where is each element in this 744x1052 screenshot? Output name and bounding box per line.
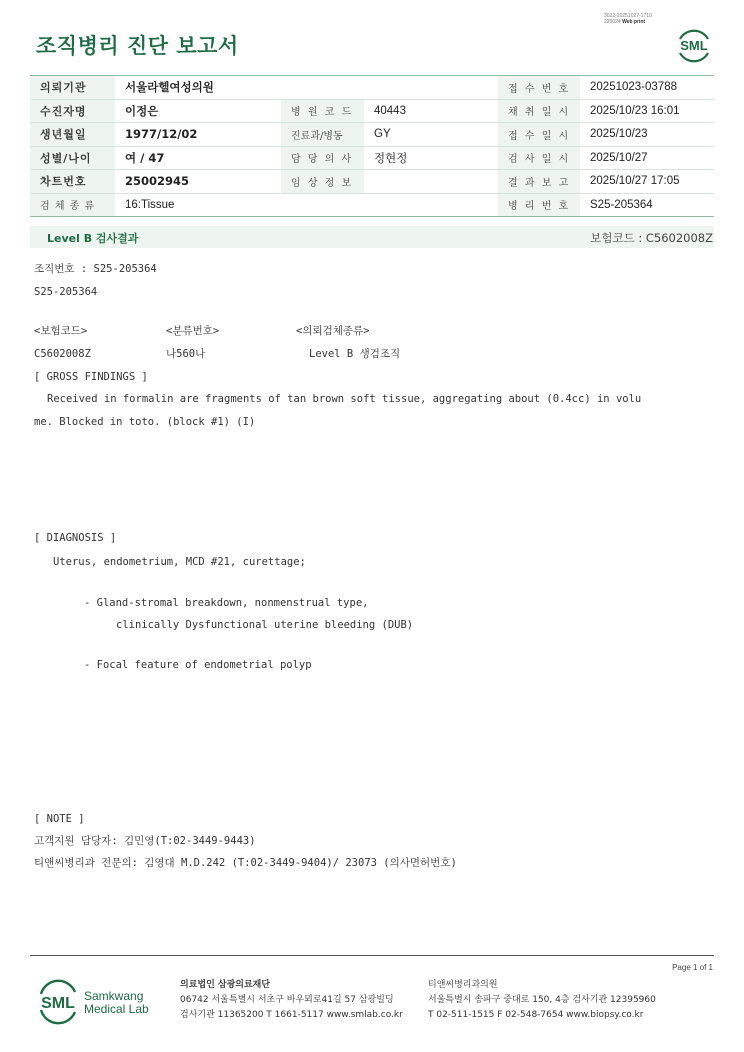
table-row bbox=[30, 76, 714, 100]
value-accession-no: 20251023-03788 bbox=[580, 76, 714, 100]
footer-divider bbox=[30, 955, 714, 956]
footer-org-1-name: 의료법인 삼광의료재단 bbox=[180, 980, 271, 990]
table-row bbox=[30, 123, 714, 147]
tissue-number-2: S25-205364 bbox=[34, 286, 98, 298]
footer-org-2-contact: T 02-511-1515 F 02-548-7654 www.biopsy.co.kr bbox=[428, 1010, 644, 1020]
note-heading: [ NOTE ] bbox=[34, 813, 85, 825]
table-row bbox=[30, 99, 714, 123]
note-line-1: 고객지원 담당자: 김민영(T:02-3449-9443) bbox=[34, 835, 256, 847]
tissue-number: 조직번호 : S25-205364 bbox=[34, 263, 157, 275]
diagnosis-line-3: clinically Dysfunctional uterine bleeding (DUB) bbox=[116, 619, 414, 631]
footer-brand-line-1: Samkwang bbox=[84, 989, 144, 1003]
value-patient-name: 이정은 bbox=[115, 99, 281, 123]
table-row bbox=[30, 170, 714, 194]
footer-address-1 bbox=[180, 978, 403, 1023]
footer-org-2-address: 서울특별시 송파구 중대로 150, 4층 검사기관 12395960 bbox=[428, 995, 656, 1005]
label-received-date: 접 수 일 시 bbox=[498, 123, 580, 147]
diagnosis-line-2: - Gland-stromal breakdown, nonmenstrual type, bbox=[84, 597, 369, 609]
footer-org-1-contact: 검사기관 11365200 T 1661-5117 www.smlab.co.kr bbox=[180, 1010, 403, 1020]
diagnosis-line-4: - Focal feature of endometrial polyp bbox=[84, 659, 312, 671]
label-birthdate: 생년월일 bbox=[30, 123, 115, 147]
insurance-code: 보험코드 : C5602008Z bbox=[590, 231, 713, 245]
diagnosis-heading: [ DIAGNOSIS ] bbox=[34, 532, 117, 544]
footer-org-2-name: 티앤씨병리과의원 bbox=[428, 980, 498, 990]
value-clinical-info bbox=[364, 170, 498, 194]
value-specimen-type: 16:Tissue bbox=[115, 193, 498, 217]
label-test-date: 검 사 일 시 bbox=[498, 146, 580, 170]
label-accession-no: 접 수 번 호 bbox=[498, 76, 580, 100]
label-doctor: 담 당 의 사 bbox=[281, 146, 364, 170]
label-patient-name: 수진자명 bbox=[30, 99, 115, 123]
table-row bbox=[30, 146, 714, 170]
footer-org-1-address: 06742 서울특별시 서초구 바우뫼로41길 57 삼광빌딩 bbox=[180, 995, 394, 1005]
print-info bbox=[604, 13, 684, 25]
label-department: 진료과/병동 bbox=[281, 123, 364, 147]
footer-logo-text: SML bbox=[41, 995, 75, 1012]
diagnosis-line-1: Uterus, endometrium, MCD #21, curettage; bbox=[53, 556, 306, 568]
column-header-classification: <분류번호> bbox=[166, 325, 220, 337]
value-chart-no: 25002945 bbox=[115, 170, 281, 194]
page-number: Page 1 of 1 bbox=[672, 963, 713, 972]
label-pathology-no: 병 리 번 호 bbox=[498, 193, 580, 217]
label-specimen-type: 검 체 종 류 bbox=[30, 193, 115, 217]
note-line-2: 티앤씨병리과 전문의: 김영대 M.D.242 (T:02-3449-9404)/ 23073 (의사면허번호) bbox=[34, 857, 457, 869]
print-code: 220024 bbox=[604, 19, 621, 25]
column-header-insurance: <보험코드> bbox=[34, 325, 88, 337]
print-id: 3022-20251027-1710 bbox=[604, 13, 652, 19]
value-requester: 서울라헬여성의원 bbox=[115, 76, 498, 100]
value-hospital-code: 40443 bbox=[364, 99, 498, 123]
patient-info-table bbox=[30, 75, 714, 217]
value-sex-age: 여 / 47 bbox=[115, 146, 281, 170]
sml-logo-icon bbox=[674, 25, 714, 65]
logo-text: SML bbox=[680, 38, 708, 53]
label-chart-no: 차트번호 bbox=[30, 170, 115, 194]
label-sex-age: 성별/나이 bbox=[30, 146, 115, 170]
label-report-date: 결 과 보 고 bbox=[498, 170, 580, 194]
gross-findings-line-1: Received in formalin are fragments of tan brown soft tissue, aggregating about (0.4cc) in volu bbox=[47, 393, 642, 405]
value-pathology-no: S25-205364 bbox=[580, 193, 714, 217]
footer-brand bbox=[84, 990, 149, 1016]
table-row bbox=[30, 193, 714, 217]
footer-address-2 bbox=[428, 978, 656, 1023]
value-birthdate: 1977/12/02 bbox=[115, 123, 281, 147]
result-title: Level B 검사결과 bbox=[47, 232, 139, 245]
footer-brand-line-2: Medical Lab bbox=[84, 1002, 149, 1016]
print-label: Web print bbox=[622, 19, 646, 25]
label-requester: 의뢰기관 bbox=[30, 76, 115, 100]
footer-sml-logo-icon bbox=[36, 978, 80, 1028]
column-value-insurance: C5602008Z bbox=[34, 348, 91, 360]
value-department: GY bbox=[364, 123, 498, 147]
column-value-specimen: Level B 생검조직 bbox=[309, 348, 401, 360]
column-header-specimen: <의뢰검체종류> bbox=[296, 325, 370, 337]
value-report-date: 2025/10/27 17:05 bbox=[580, 170, 714, 194]
value-doctor: 정현정 bbox=[364, 146, 498, 170]
value-collection-date: 2025/10/23 16:01 bbox=[580, 99, 714, 123]
page-title: 조직병리 진단 보고서 bbox=[36, 34, 239, 58]
gross-findings-line-2: me. Blocked in toto. (block #1) (I) bbox=[34, 416, 256, 428]
gross-findings-heading: [ GROSS FINDINGS ] bbox=[34, 371, 148, 383]
label-hospital-code: 병 원 코 드 bbox=[281, 99, 364, 123]
label-collection-date: 채 취 일 시 bbox=[498, 99, 580, 123]
column-value-classification: 나560나 bbox=[166, 348, 206, 360]
value-received-date: 2025/10/23 bbox=[580, 123, 714, 147]
value-test-date: 2025/10/27 bbox=[580, 146, 714, 170]
label-clinical-info: 임 상 정 보 bbox=[281, 170, 364, 194]
